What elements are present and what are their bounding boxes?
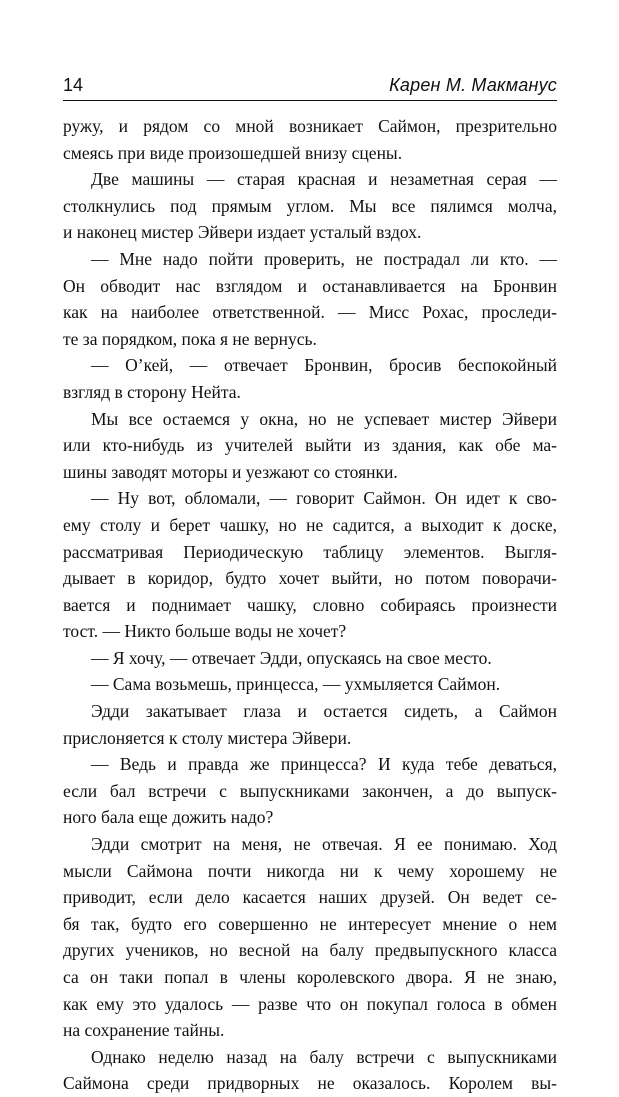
text-line: и наконец мистер Эйвери издает усталый вздох. <box>63 222 422 243</box>
text-line: Эдди смотрит на меня, не отвечая. Я ее понимаю. Ход <box>91 834 557 855</box>
text-line: рассматривая Периодическую таблицу элементов. Выгля- <box>63 541 557 562</box>
text-line: как на наиболее ответственной. — Мисс Рохас, проследи- <box>63 302 557 323</box>
text-line: Саймона среди придворных не оказалось. Королем вы- <box>63 1073 557 1094</box>
text-line: ного бала еще дожить надо? <box>63 807 274 828</box>
text-line: прислоняется к столу мистера Эйвери. <box>63 727 352 748</box>
text-line: если бал встречи с выпускниками закончен, а до выпуск- <box>63 780 557 801</box>
text-line: Он обводит нас взглядом и останавливается на Бронвин <box>63 275 557 296</box>
text-line: других учеников, но весной на балу предвыпускного класса <box>63 940 557 961</box>
text-line: взгляд в сторону Нейта. <box>63 381 241 402</box>
text-line: — Ведь и правда же принцесса? И куда тебе деваться, <box>91 754 557 775</box>
text-line: Две машины — старая красная и незаметная серая — <box>91 169 557 190</box>
page-number: 14 <box>63 75 84 95</box>
text-line: столкнулись под прямым углом. Мы все пялимся молча, <box>63 195 557 216</box>
text-line: тост. — Никто больше воды не хочет? <box>63 621 347 642</box>
text-line: — Сама возьмешь, принцесса, — ухмыляется Саймон. <box>91 674 501 695</box>
text-line: Однако неделю назад на балу встречи с выпускниками <box>91 1046 557 1067</box>
text-line: — Я хочу, — отвечает Эдди, опускаясь на свое место. <box>91 647 492 668</box>
text-line: — О’кей, — отвечает Бронвин, бросив беспокойный <box>91 355 557 376</box>
text-line: смеясь при виде произошедшей внизу сцены. <box>63 142 403 163</box>
text-line: как ему это удалось — разве что он покупал голоса в обмен <box>63 993 557 1014</box>
text-line: Мы все остаемся у окна, но не успевает мистер Эйвери <box>91 408 557 429</box>
text-line: на сохранение тайны. <box>63 1020 225 1041</box>
running-head: Карен М. Макманус <box>389 75 557 95</box>
text-line: — Мне надо пойти проверить, не пострадал ли кто. — <box>91 248 557 269</box>
text-line: ему столу и берет чашку, но не садится, а выходит к доске, <box>63 514 557 535</box>
page-header <box>63 74 557 100</box>
body-text <box>63 113 557 1097</box>
text-line: бя так, будто его совершенно не интересует мнение о нем <box>63 913 557 934</box>
text-line: са он таки попал в члены королевского двора. Я не знаю, <box>63 967 557 987</box>
text-line: — Ну вот, обломали, — говорит Саймон. Он идет к сво- <box>91 488 557 509</box>
text-line: Эдди закатывает глаза и остается сидеть, а Саймон <box>91 701 557 722</box>
text-line: ружу, и рядом со мной возникает Саймон, презрительно <box>63 116 557 136</box>
text-line: мысли Саймона почти никогда ни к чему хорошему не <box>63 860 557 881</box>
header-rule <box>63 100 557 101</box>
text-line: шины заводят моторы и уезжают со стоянки. <box>63 461 398 482</box>
text-line: те за порядком, пока я не вернусь. <box>63 328 317 349</box>
text-line: дывает в коридор, будто хочет выйти, но потом поворачи- <box>63 568 557 589</box>
text-line: вается и поднимает чашку, словно собираясь произнести <box>63 594 557 615</box>
text-line: или кто-нибудь из учителей выйти из здания, как обе ма- <box>63 435 557 456</box>
text-line: приводит, если дело касается наших друзей. Он ведет се- <box>63 887 557 908</box>
